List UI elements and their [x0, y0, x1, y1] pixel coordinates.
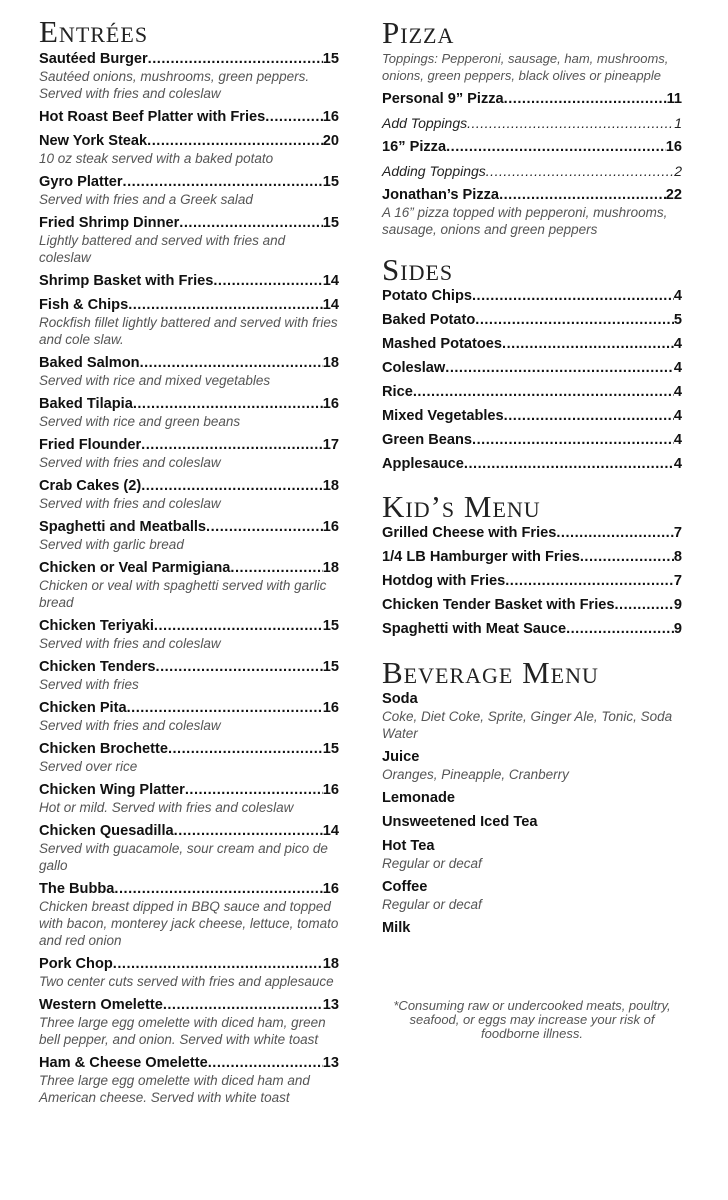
menu-item-price: 13: [322, 1055, 339, 1071]
menu-item-price: 4: [673, 360, 682, 376]
menu-item-row: [39, 50, 339, 68]
dot-leader: [208, 1054, 323, 1072]
beverage-item: [382, 748, 682, 783]
menu-item-price: 16: [322, 881, 339, 897]
dot-leader: [556, 524, 674, 542]
menu-item-price: 7: [673, 525, 682, 541]
menu-item-price: 15: [322, 51, 339, 67]
menu-item-price: 16: [665, 139, 682, 155]
menu-item-row: [39, 272, 339, 290]
dot-leader: [128, 296, 323, 314]
menu-item-price: 4: [673, 288, 682, 304]
menu-item-name: Spaghetti and Meatballs: [39, 519, 207, 535]
menu-item-row: [39, 781, 339, 799]
dot-leader: [156, 658, 323, 676]
entree-item: [39, 108, 339, 126]
menu-item-price: 4: [673, 432, 682, 448]
menu-item-price: 15: [322, 741, 339, 757]
dot-leader: [475, 311, 674, 329]
menu-item-price: 9: [673, 597, 682, 613]
right-column: [382, 0, 682, 943]
beverage-item: [382, 813, 682, 831]
dot-leader: [154, 617, 323, 635]
menu-item-price: 9: [673, 621, 682, 637]
side-item: [382, 359, 682, 377]
side-item: [382, 407, 682, 425]
beverage-item: [382, 919, 682, 937]
menu-item-row: [39, 822, 339, 840]
menu-item-row: [39, 354, 339, 372]
menu-item-price: 16: [322, 700, 339, 716]
menu-item-name: Spaghetti with Meat Sauce: [382, 621, 567, 637]
entrees-column: [39, 0, 339, 1112]
menu-item-price: 7: [673, 573, 682, 589]
menu-item-price: 16: [322, 519, 339, 535]
entree-item: [39, 740, 339, 775]
menu-item-description: Two center cuts served with fries and applesauce: [39, 974, 334, 989]
kids-list: [382, 524, 682, 638]
dot-leader: [486, 162, 674, 180]
dot-leader: [502, 335, 674, 353]
menu-item-name: Chicken Tenders: [39, 659, 156, 675]
kids-heading: Kid’s Menu: [382, 489, 541, 524]
menu-item-name: Ham & Cheese Omelette: [39, 1055, 208, 1071]
menu-item-row: [382, 620, 682, 638]
menu-item-row: [382, 335, 682, 353]
dot-leader: [206, 518, 323, 536]
menu-item-row: [39, 1054, 339, 1072]
entree-item: [39, 955, 339, 990]
menu-item-price: 16: [322, 396, 339, 412]
menu-item-name: Grilled Cheese with Fries: [382, 525, 557, 541]
side-item: [382, 455, 682, 473]
entree-item: [39, 617, 339, 652]
dot-leader: [413, 383, 674, 401]
menu-item-description: Served with fries: [39, 677, 139, 692]
menu-item-name: Coleslaw: [382, 360, 446, 376]
menu-item-price: 4: [673, 336, 682, 352]
menu-item-row: [39, 658, 339, 676]
menu-item-row: [39, 518, 339, 536]
side-item: [382, 287, 682, 305]
menu-item-name: Baked Salmon: [39, 355, 140, 371]
menu-item-name: Fish & Chips: [39, 297, 129, 313]
entree-item: [39, 518, 339, 553]
dot-leader: [445, 359, 674, 377]
menu-item-price: 4: [673, 384, 682, 400]
side-item: [382, 335, 682, 353]
pizza-item: [382, 138, 682, 156]
dot-leader: [505, 572, 674, 590]
menu-item-name: Chicken or Veal Parmigiana: [39, 560, 231, 576]
kids-item: [382, 572, 682, 590]
menu-item-description: Served with garlic bread: [39, 537, 184, 552]
menu-item-name: Baked Potato: [382, 312, 476, 328]
menu-item-description: Served with fries and a Greek salad: [39, 192, 253, 207]
menu-item-name: Add Toppings: [382, 115, 468, 131]
beverage-name: Hot Tea: [382, 838, 435, 854]
menu-item-row: [39, 617, 339, 635]
menu-item-price: 16: [322, 109, 339, 125]
pizza-item: [382, 162, 682, 180]
menu-item-name: New York Steak: [39, 133, 148, 149]
menu-item-row: [382, 572, 682, 590]
menu-item-name: Chicken Pita: [39, 700, 127, 716]
menu-item-name: Crab Cakes (2): [39, 478, 142, 494]
menu-item-description: Served with fries and coleslaw: [39, 455, 221, 470]
menu-item-description: Chicken or veal with spaghetti served with garlic bread: [39, 578, 327, 610]
menu-item-name: Green Beans: [382, 432, 473, 448]
entree-item: [39, 658, 339, 693]
menu-item-price: 1: [674, 115, 682, 131]
menu-item-price: 15: [322, 618, 339, 634]
menu-item-row: [382, 186, 682, 204]
dot-leader: [472, 287, 674, 305]
menu-item-name: Gyro Platter: [39, 174, 123, 190]
menu-item-row: [39, 559, 339, 577]
menu-item-description: Served with fries and coleslaw: [39, 718, 221, 733]
menu-item-description: Served with rice and mixed vegetables: [39, 373, 271, 388]
pizza-heading: Pizza: [382, 15, 455, 50]
menu-item-price: 14: [322, 297, 339, 313]
menu-item-row: [39, 296, 339, 314]
menu-item-name: Western Omelette: [39, 997, 163, 1013]
menu-item-row: [382, 596, 682, 614]
entree-item: [39, 996, 339, 1048]
dot-leader: [147, 132, 323, 150]
kids-item: [382, 548, 682, 566]
menu-item-price: 5: [673, 312, 682, 328]
menu-item-description: Served over rice: [39, 759, 138, 774]
pizza-item: [382, 114, 682, 132]
entree-item: [39, 354, 339, 389]
menu-item-description: Sautéed onions, mushrooms, green peppers. Served with fries and coleslaw: [39, 69, 310, 101]
pizza-item: [382, 186, 682, 238]
menu-item-price: 18: [322, 355, 339, 371]
side-item: [382, 431, 682, 449]
dot-leader: [504, 90, 667, 108]
menu-item-row: [39, 699, 339, 717]
dot-leader: [141, 436, 323, 454]
menu-item-name: Hot Roast Beef Platter with Fries: [39, 109, 266, 125]
menu-item-description: 10 oz steak served with a baked potato: [39, 151, 274, 166]
kids-item: [382, 620, 682, 638]
beverage-heading: Beverage Menu: [382, 655, 599, 690]
entree-item: [39, 272, 339, 290]
menu-item-price: 15: [322, 215, 339, 231]
menu-item-row: [39, 477, 339, 495]
sides-list: [382, 287, 682, 473]
menu-item-row: [39, 740, 339, 758]
beverage-item: [382, 789, 682, 807]
dot-leader: [472, 431, 674, 449]
menu-item-row: [39, 173, 339, 191]
kids-item: [382, 524, 682, 542]
entree-item: [39, 559, 339, 611]
menu-item-row: [39, 996, 339, 1014]
pizza-list: [382, 90, 682, 238]
menu-item-row: [39, 132, 339, 150]
menu-item-name: Fried Shrimp Dinner: [39, 215, 180, 231]
dot-leader: [123, 173, 323, 191]
menu-item-row: [382, 455, 682, 473]
menu-item-row: [382, 548, 682, 566]
entree-item: [39, 214, 339, 266]
beverage-name: Lemonade: [382, 790, 455, 806]
menu-item-description: Three large egg omelette with diced ham, green bell pepper, and onion. Served with white toast: [39, 1015, 326, 1047]
menu-item-name: Chicken Teriyaki: [39, 618, 154, 634]
menu-item-description: Coke, Diet Coke, Sprite, Ginger Ale, Tonic, Soda Water: [382, 709, 673, 741]
sides-heading: Sides: [382, 252, 454, 287]
menu-item-price: 4: [673, 408, 682, 424]
dot-leader: [133, 395, 323, 413]
menu-item-price: 17: [322, 437, 339, 453]
menu-item-description: Hot or mild. Served with fries and coleslaw: [39, 800, 294, 815]
dot-leader: [174, 822, 323, 840]
menu-item-price: 20: [322, 133, 339, 149]
menu-item-name: 1/4 LB Hamburger with Fries: [382, 549, 580, 565]
entrees-list: [39, 50, 339, 1106]
menu-item-price: 18: [322, 956, 339, 972]
dot-leader: [615, 596, 674, 614]
entree-item: [39, 880, 339, 949]
entree-item: [39, 173, 339, 208]
menu-item-name: Chicken Quesadilla: [39, 823, 174, 839]
menu-item-name: Chicken Wing Platter: [39, 782, 185, 798]
dot-leader: [163, 996, 323, 1014]
beverage-name: Unsweetened Iced Tea: [382, 814, 538, 830]
menu-item-row: [382, 287, 682, 305]
menu-item-name: Rice: [382, 384, 413, 400]
menu-item-description: Lightly battered and served with fries and coleslaw: [39, 233, 286, 265]
beverage-list: [382, 690, 682, 937]
entree-item: [39, 436, 339, 471]
menu-item-description: Served with fries and coleslaw: [39, 636, 221, 651]
dot-leader: [168, 740, 323, 758]
dot-leader: [213, 272, 322, 290]
entree-item: [39, 50, 339, 102]
entree-item: [39, 822, 339, 874]
menu-item-row: [382, 138, 682, 156]
menu-item-row: [382, 90, 682, 108]
dot-leader: [580, 548, 674, 566]
menu-item-row: [382, 114, 682, 132]
dot-leader: [467, 114, 674, 132]
menu-item-description: Regular or decaf: [382, 897, 482, 912]
entree-item: [39, 132, 339, 167]
menu-item-price: 22: [665, 187, 682, 203]
dot-leader: [446, 138, 666, 156]
menu-item-price: 16: [322, 782, 339, 798]
menu-item-price: 18: [322, 560, 339, 576]
menu-item-price: 13: [322, 997, 339, 1013]
beverage-name: Coffee: [382, 879, 428, 895]
dot-leader: [179, 214, 322, 232]
menu-item-description: Served with fries and coleslaw: [39, 496, 221, 511]
dot-leader: [230, 559, 322, 577]
menu-item-row: [382, 311, 682, 329]
menu-item-name: The Bubba: [39, 881, 115, 897]
dot-leader: [499, 186, 666, 204]
menu-item-name: Adding Toppings: [382, 163, 486, 179]
dot-leader: [141, 477, 323, 495]
dot-leader: [140, 354, 323, 372]
dot-leader: [265, 108, 323, 126]
menu-item-row: [382, 431, 682, 449]
beverage-name: Soda: [382, 691, 418, 707]
menu-item-row: [39, 955, 339, 973]
entree-item: [39, 1054, 339, 1106]
menu-item-name: Mashed Potatoes: [382, 336, 503, 352]
entrees-heading: Entrées: [39, 14, 149, 49]
menu-item-description: A 16” pizza topped with pepperoni, mushrooms, sausage, onions and green peppers: [382, 205, 668, 237]
beverage-item: [382, 690, 682, 742]
menu-item-price: 4: [673, 456, 682, 472]
menu-item-price: 15: [322, 174, 339, 190]
dot-leader: [566, 620, 674, 638]
menu-item-row: [382, 359, 682, 377]
menu-item-description: Served with rice and green beans: [39, 414, 241, 429]
menu-item-name: Shrimp Basket with Fries: [39, 273, 214, 289]
entree-item: [39, 395, 339, 430]
dot-leader: [148, 50, 323, 68]
side-item: [382, 311, 682, 329]
entree-item: [39, 296, 339, 348]
menu-item-row: [39, 108, 339, 126]
entree-item: [39, 477, 339, 512]
menu-item-price: 14: [322, 273, 339, 289]
menu-item-name: Potato Chips: [382, 288, 472, 304]
menu-item-name: 16” Pizza: [382, 139, 447, 155]
side-item: [382, 383, 682, 401]
menu-item-name: Pork Chop: [39, 956, 113, 972]
menu-item-row: [382, 524, 682, 542]
entree-item: [39, 699, 339, 734]
menu-item-price: 18: [322, 478, 339, 494]
menu-item-name: Hotdog with Fries: [382, 573, 506, 589]
menu-item-name: Fried Flounder: [39, 437, 142, 453]
dot-leader: [504, 407, 674, 425]
menu-item-row: [39, 214, 339, 232]
menu-item-description: Served with guacamole, sour cream and pico de gallo: [39, 841, 328, 873]
menu-item-price: 8: [673, 549, 682, 565]
menu-item-name: Baked Tilapia: [39, 396, 133, 412]
menu-item-row: [382, 407, 682, 425]
dot-leader: [464, 455, 674, 473]
beverage-name: Milk: [382, 920, 411, 936]
menu-item-name: Chicken Tender Basket with Fries: [382, 597, 615, 613]
menu-item-price: 2: [674, 163, 682, 179]
beverage-item: [382, 878, 682, 913]
menu-item-description: Three large egg omelette with diced ham and American cheese. Served with white toast: [39, 1073, 310, 1105]
menu-item-name: Mixed Vegetables: [382, 408, 504, 424]
food-safety-disclaimer: *Consuming raw or undercooked meats, poultry, seafood, or eggs may increase your risk of foodborne illness.: [393, 998, 671, 1041]
menu-item-description: Regular or decaf: [382, 856, 482, 871]
menu-item-name: Sautéed Burger: [39, 51, 148, 67]
menu-item-name: Jonathan’s Pizza: [382, 187, 500, 203]
dot-leader: [185, 781, 323, 799]
pizza-item: [382, 90, 682, 108]
menu-item-name: Personal 9” Pizza: [382, 91, 504, 107]
menu-item-row: [382, 383, 682, 401]
menu-item-description: Chicken breast dipped in BBQ sauce and topped with bacon, monterey jack cheese, lettuce, tomato and red onion: [39, 899, 339, 948]
menu-item-description: Rockfish fillet lightly battered and served with fries and cole slaw.: [39, 315, 338, 347]
menu-item-description: Oranges, Pineapple, Cranberry: [382, 767, 569, 782]
menu-item-row: [382, 162, 682, 180]
kids-item: [382, 596, 682, 614]
dot-leader: [113, 955, 323, 973]
menu-item-name: Applesauce: [382, 456, 464, 472]
beverage-item: [382, 837, 682, 872]
menu-item-price: 11: [666, 91, 682, 107]
menu-item-price: 15: [322, 659, 339, 675]
pizza-toppings-note: Toppings: Pepperoni, sausage, ham, mushrooms, onions, green peppers, black olives or pineapple: [382, 51, 669, 83]
menu-item-row: [39, 395, 339, 413]
menu-item-name: Chicken Brochette: [39, 741, 168, 757]
menu-item-price: 14: [322, 823, 339, 839]
dot-leader: [114, 880, 322, 898]
menu-item-row: [39, 436, 339, 454]
beverage-name: Juice: [382, 749, 420, 765]
entree-item: [39, 781, 339, 816]
menu-item-row: [39, 880, 339, 898]
dot-leader: [127, 699, 323, 717]
